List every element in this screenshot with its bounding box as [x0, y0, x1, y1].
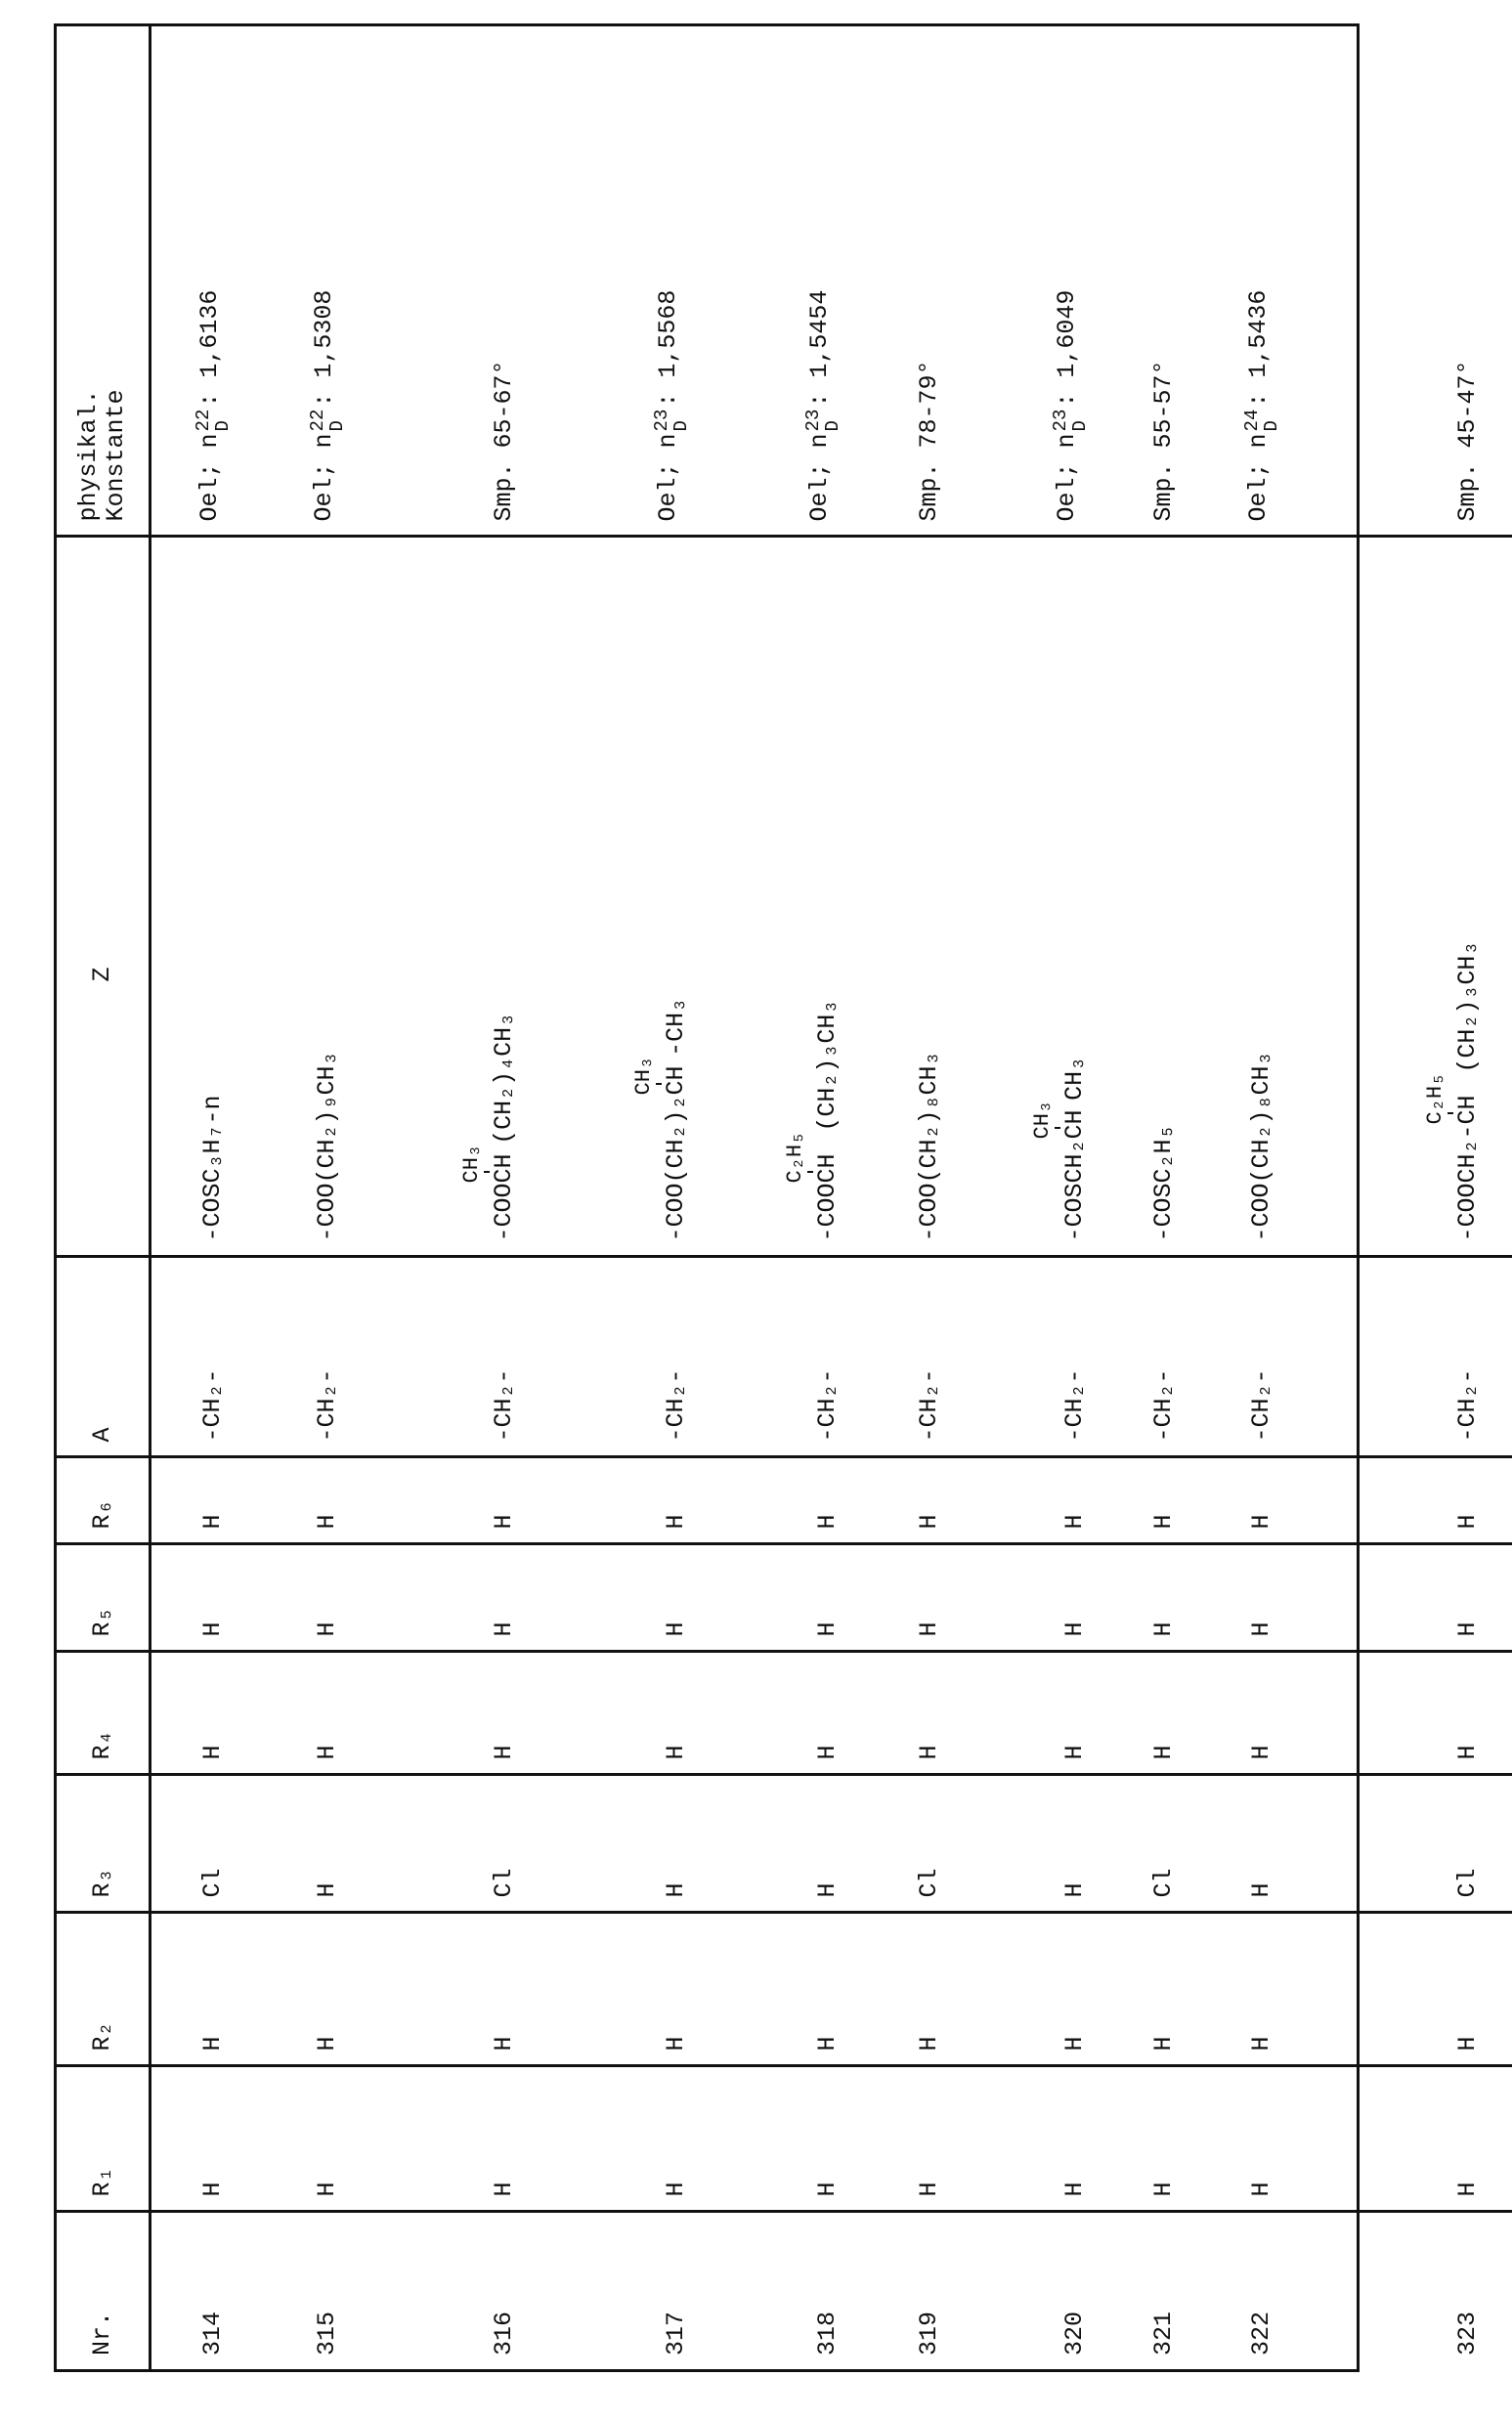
header-r6: R₆	[57, 1457, 151, 1544]
header-r5: R₅	[57, 1544, 151, 1652]
cell-z	[1208, 537, 1316, 1257]
cell-r5: H	[1119, 1544, 1208, 1652]
cell-r1: H	[720, 2066, 872, 2212]
cell-r6: H	[1208, 1457, 1316, 1544]
header-row	[57, 26, 151, 2369]
refractive-index-symbol: n	[654, 433, 682, 448]
refractive-index-scripts	[308, 410, 347, 432]
cell-r2: H	[1316, 1913, 1512, 2066]
phys-state: Oel;	[1244, 462, 1273, 521]
cell-z	[987, 537, 1119, 1257]
refractive-d-line: D	[327, 410, 347, 432]
refractive-index-symbol: n	[195, 433, 224, 448]
header-z: Z	[57, 537, 151, 1257]
cell-z	[1119, 537, 1208, 1257]
cell-r6: H	[1119, 1457, 1208, 1544]
cell-r3: H	[548, 1775, 720, 1913]
z-branch	[1424, 1073, 1483, 1125]
header-nr: Nr.	[57, 2212, 151, 2369]
refractive-index-scripts	[803, 410, 842, 432]
cell-z	[872, 537, 987, 1257]
cell-r5: H	[151, 1544, 275, 1652]
cell-r3: Cl	[872, 1775, 987, 1913]
z-substituent: C₂H₅	[784, 1132, 807, 1184]
cell-phys	[1316, 26, 1512, 537]
z-main: -COSC₂H₅	[1149, 1124, 1178, 1241]
refractive-index-value: : 1,5308	[310, 290, 338, 408]
cell-r2: H	[274, 1913, 381, 2066]
cell-z	[720, 537, 872, 1257]
cell-r4: H	[151, 1652, 275, 1775]
cell-nr: 321	[1119, 2212, 1208, 2369]
melting-point: Smp. 78-79°	[915, 360, 943, 521]
refractive-d-line: D	[671, 410, 691, 432]
header-r1: R₁	[57, 2066, 151, 2212]
z-tail: -CH₃	[662, 998, 690, 1057]
cell-r4: H	[1119, 1652, 1208, 1775]
cell-a: -CH₂-	[1208, 1257, 1316, 1457]
cell-r5: H	[1316, 1544, 1512, 1652]
cell-r3: H	[274, 1775, 381, 1913]
cell-phys	[720, 26, 872, 537]
refractive-index-value: : 1,5436	[1244, 290, 1273, 408]
z-tail: (CH₂)₄CH₃	[490, 1013, 518, 1145]
cell-r3: Cl	[381, 1775, 548, 1913]
z-substituent: CH₃	[1031, 1101, 1055, 1140]
cell-r3: Cl	[151, 1775, 275, 1913]
refractive-temp: 22	[194, 410, 213, 432]
melting-point: Smp. 45-47°	[1453, 360, 1482, 521]
phys-state: Oel;	[654, 462, 682, 521]
z-tail: (CH₂)₃CH₃	[1453, 941, 1482, 1073]
cell-r2: H	[548, 1913, 720, 2066]
refractive-temp: 23	[1051, 410, 1070, 432]
cell-r5: H	[720, 1544, 872, 1652]
z-main: -COO(CH₂)₈CH₃	[1247, 1051, 1275, 1241]
z-main: -COSC₃H₇-n	[198, 1095, 227, 1241]
cell-phys	[381, 26, 548, 537]
z-branch-atom: CH	[1060, 1101, 1090, 1140]
cell-r4: H	[872, 1652, 987, 1775]
compound-table-frame	[54, 23, 1360, 2372]
cell-a: -CH₂-	[1119, 1257, 1208, 1457]
cell-r6: H	[274, 1457, 381, 1544]
cell-r6: H	[720, 1457, 872, 1544]
cell-phys	[1208, 26, 1316, 537]
z-branch-atom: CH	[490, 1145, 519, 1184]
cell-r6: H	[151, 1457, 275, 1544]
cell-phys	[151, 26, 275, 537]
cell-z	[151, 537, 275, 1257]
cell-nr: 317	[548, 2212, 720, 2369]
cell-z	[274, 537, 381, 1257]
phys-state: Oel;	[805, 462, 834, 521]
z-main: -COO(CH₂)₉CH₃	[313, 1051, 341, 1241]
z-substituent: CH₃	[460, 1145, 484, 1184]
melting-point: Smp. 65-67°	[490, 360, 518, 521]
cell-phys	[1119, 26, 1208, 537]
phys-state: Oel;	[195, 462, 224, 521]
cell-r2: H	[720, 1913, 872, 2066]
z-tail: (CH₂)₃CH₃	[813, 1000, 842, 1132]
cell-r3: H	[1208, 1775, 1316, 1913]
cell-a: -CH₂-	[274, 1257, 381, 1457]
cell-r1: H	[1119, 2066, 1208, 2212]
cell-r4: H	[720, 1652, 872, 1775]
cell-r5: H	[381, 1544, 548, 1652]
cell-r2: H	[987, 1913, 1119, 2066]
cell-nr: 319	[872, 2212, 987, 2369]
table-row	[720, 26, 872, 2369]
refractive-index-symbol: n	[310, 433, 338, 448]
cell-nr: 318	[720, 2212, 872, 2369]
z-tail: CH₃	[1060, 1057, 1089, 1101]
header-a: A	[57, 1257, 151, 1457]
cell-r1: H	[1208, 2066, 1316, 2212]
z-branch	[460, 1145, 519, 1184]
cell-phys	[987, 26, 1119, 537]
cell-r1: H	[987, 2066, 1119, 2212]
z-main: -COSCH₂	[1060, 1139, 1089, 1241]
cell-nr: 314	[151, 2212, 275, 2369]
cell-r5: H	[872, 1544, 987, 1652]
cell-r5: H	[548, 1544, 720, 1652]
cell-phys	[872, 26, 987, 537]
table-row	[1208, 26, 1316, 2369]
phys-state: Oel;	[1053, 462, 1081, 521]
cell-r4: H	[548, 1652, 720, 1775]
header-r2: R₂	[57, 1913, 151, 2066]
cell-a: -CH₂-	[381, 1257, 548, 1457]
cell-r5: H	[274, 1544, 381, 1652]
cell-a: -CH₂-	[987, 1257, 1119, 1457]
z-branch	[1031, 1101, 1090, 1140]
z-main: -COO	[490, 1183, 518, 1241]
table-row	[151, 26, 275, 2369]
z-main: -COO(CH₂)₈CH₃	[915, 1051, 943, 1241]
refractive-index-symbol: n	[1244, 433, 1273, 448]
compound-table	[57, 26, 1512, 2369]
refractive-d-line: D	[1262, 410, 1281, 432]
z-branch	[784, 1132, 842, 1184]
cell-nr: 315	[274, 2212, 381, 2369]
refractive-temp: 24	[1242, 410, 1262, 432]
z-substituent: CH₃	[632, 1057, 656, 1096]
refractive-index-value: : 1,6049	[1053, 290, 1081, 408]
refractive-d-line: D	[1070, 410, 1090, 432]
cell-nr: 322	[1208, 2212, 1316, 2369]
table-body	[151, 26, 1512, 2369]
cell-r3: Cl	[1119, 1775, 1208, 1913]
cell-nr: 316	[381, 2212, 548, 2369]
cell-phys	[274, 26, 381, 537]
refractive-index-symbol: n	[1053, 433, 1081, 448]
cell-r4: H	[987, 1652, 1119, 1775]
refractive-index-value: : 1,6136	[195, 290, 224, 408]
melting-point: Smp. 55-57°	[1149, 360, 1178, 521]
cell-r6: H	[548, 1457, 720, 1544]
cell-a: -CH₂-	[720, 1257, 872, 1457]
cell-r1: H	[381, 2066, 548, 2212]
z-main: -COOCH₂-	[1453, 1124, 1482, 1241]
table-row	[1316, 26, 1512, 2369]
cell-r2: H	[1119, 1913, 1208, 2066]
cell-a: -CH₂-	[872, 1257, 987, 1457]
table-row	[274, 26, 381, 2369]
refractive-d-line: D	[213, 410, 233, 432]
cell-r1: H	[151, 2066, 275, 2212]
z-branch	[632, 1057, 691, 1096]
z-main: -COO(CH₂)₂	[662, 1095, 690, 1241]
cell-r6: H	[1316, 1457, 1512, 1544]
refractive-index-scripts	[1242, 410, 1281, 432]
cell-nr: 320	[987, 2212, 1119, 2369]
refractive-d-line: D	[823, 410, 842, 432]
z-branch-atom: CH	[813, 1132, 842, 1184]
cell-r3: Cl	[1316, 1775, 1512, 1913]
cell-r6: H	[381, 1457, 548, 1544]
refractive-index-scripts	[652, 410, 691, 432]
table-row	[987, 26, 1119, 2369]
refractive-index-symbol: n	[805, 433, 834, 448]
cell-r1: H	[274, 2066, 381, 2212]
cell-nr: 323	[1316, 2212, 1512, 2369]
header-r3: R₃	[57, 1775, 151, 1913]
phys-state: Oel;	[310, 462, 338, 521]
table-row	[1119, 26, 1208, 2369]
cell-phys	[548, 26, 720, 537]
z-branch-atom: CH	[1453, 1073, 1483, 1125]
cell-a: -CH₂-	[1316, 1257, 1512, 1457]
cell-r3: H	[720, 1775, 872, 1913]
cell-r2: H	[872, 1913, 987, 2066]
refractive-index-scripts	[194, 410, 233, 432]
refractive-index-value: : 1,5568	[654, 290, 682, 408]
cell-r4: H	[274, 1652, 381, 1775]
header-phys-line1: physikal.	[74, 389, 103, 521]
table-row	[872, 26, 987, 2369]
cell-a: -CH₂-	[151, 1257, 275, 1457]
z-substituent: C₂H₅	[1424, 1073, 1447, 1125]
cell-r1: H	[872, 2066, 987, 2212]
cell-r2: H	[151, 1913, 275, 2066]
z-branch-atom: CH	[662, 1057, 691, 1096]
cell-a: -CH₂-	[548, 1257, 720, 1457]
cell-r1: H	[548, 2066, 720, 2212]
cell-r2: H	[381, 1913, 548, 2066]
cell-r4: H	[381, 1652, 548, 1775]
cell-z	[548, 537, 720, 1257]
cell-r6: H	[987, 1457, 1119, 1544]
header-r4: R₄	[57, 1652, 151, 1775]
header-phys-line2: Konstante	[102, 389, 130, 521]
cell-r5: H	[1208, 1544, 1316, 1652]
cell-z	[1316, 537, 1512, 1257]
cell-r4: H	[1316, 1652, 1512, 1775]
table-row	[548, 26, 720, 2369]
refractive-index-scripts	[1051, 410, 1090, 432]
cell-r1: H	[1316, 2066, 1512, 2212]
cell-r5: H	[987, 1544, 1119, 1652]
refractive-temp: 22	[308, 410, 327, 432]
refractive-temp: 23	[803, 410, 823, 432]
rotated-table-container	[57, 26, 1357, 2369]
refractive-temp: 23	[652, 410, 671, 432]
cell-r2: H	[1208, 1913, 1316, 2066]
cell-z	[381, 537, 548, 1257]
z-main: -COO	[813, 1183, 842, 1241]
refractive-index-value: : 1,5454	[805, 290, 834, 408]
cell-r3: H	[987, 1775, 1119, 1913]
cell-r4: H	[1208, 1652, 1316, 1775]
header-phys	[57, 26, 151, 537]
table-row	[381, 26, 548, 2369]
cell-r6: H	[872, 1457, 987, 1544]
